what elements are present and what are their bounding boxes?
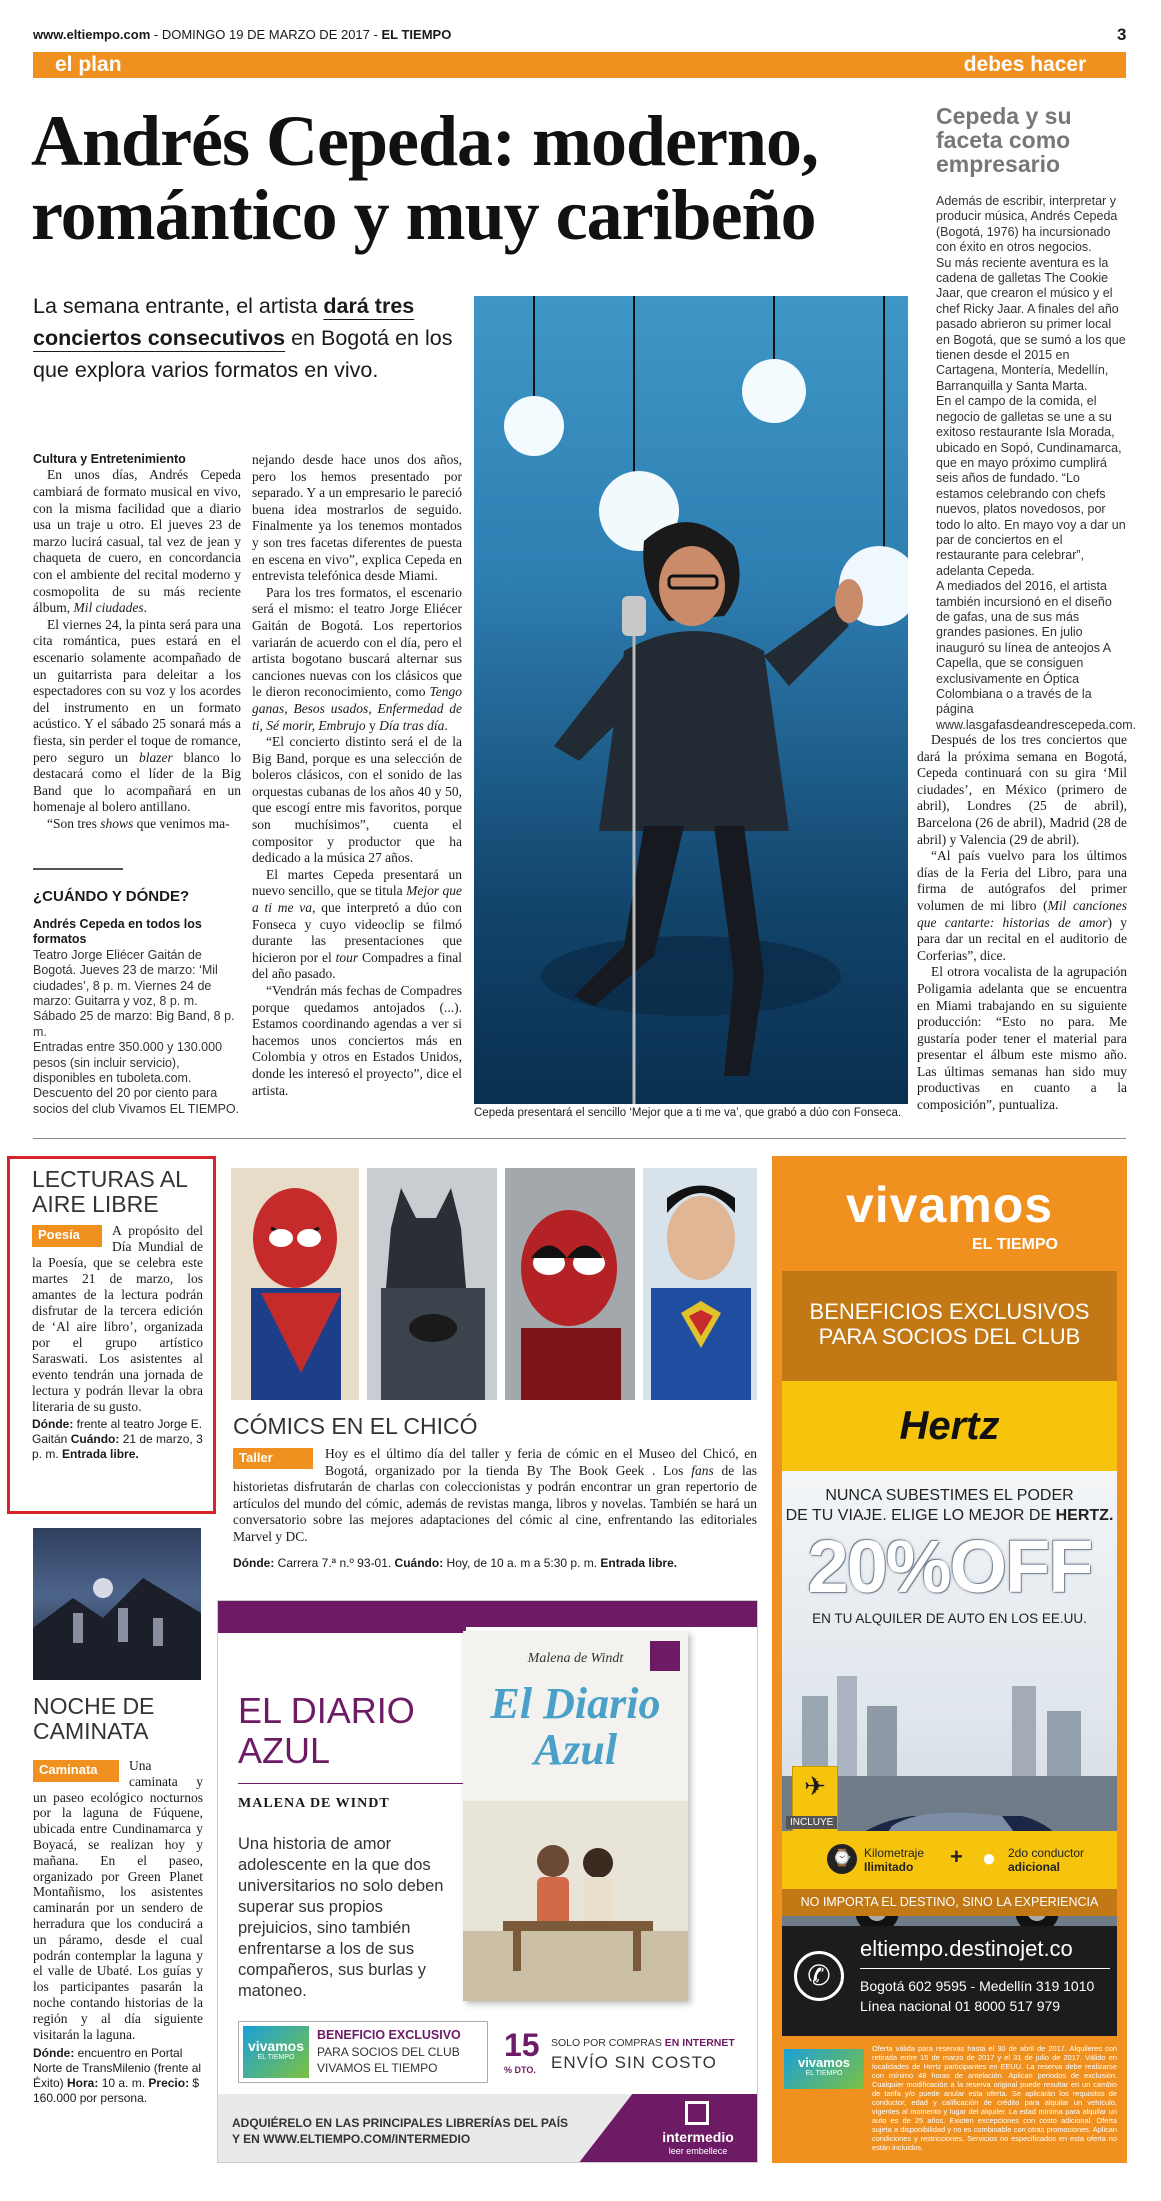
paragraph — [252, 585, 462, 734]
includes-label: INCLUYE — [786, 1816, 837, 1829]
price: $ 160.000 por persona. — [33, 2076, 200, 2106]
cover-title — [463, 1681, 688, 1773]
sidebar — [936, 103, 1137, 733]
intermedio-logo: intermedio — [662, 2129, 734, 2145]
hertz-tagline — [782, 1486, 1117, 1526]
deck — [33, 290, 453, 386]
title-line: NOCHE DE — [33, 1693, 155, 1719]
entry: Entrada libre. — [600, 1555, 678, 1570]
shipping-note: ENVÍO SIN COSTO — [551, 2053, 717, 2072]
brand-emphasis: HERTZ. — [1055, 1507, 1114, 1524]
hertz-headline — [782, 1299, 1117, 1349]
text: . — [143, 600, 147, 616]
caminata-text — [33, 1758, 203, 2042]
url-underline — [860, 1968, 1110, 1969]
text: , que interpretó a dúo con Fonseca y cuyo videoclip se filmó durante las presentaciones que hicieron por el — [252, 900, 462, 965]
fine-print-badge — [784, 2049, 864, 2089]
byline: Cultura y Entretenimiento — [33, 452, 186, 466]
footer-line-1: ADQUIÉRELO EN LAS PRINCIPALES LIBRERÍAS DEL PAÍS — [232, 2116, 569, 2130]
lecturas-info — [32, 1417, 203, 1462]
text-italic: tour — [335, 949, 359, 965]
comic-panels — [231, 1168, 757, 1400]
cover-author: Malena de Windt — [527, 1651, 624, 1666]
category-tag: Poesía — [32, 1225, 102, 1247]
night-hike-illustration — [33, 1528, 201, 1680]
when-body-2: Entradas entre 350.000 y 130.000 pesos (sin incluir servicio), disponibles en tuboleta.com. Descuento del 20 por ciento para socios del club Vivamos EL TIEMPO. — [33, 1040, 240, 1116]
page-number: 3 — [1117, 25, 1127, 44]
article-column-4 — [917, 732, 1127, 1114]
headline-line: BENEFICIOS EXCLUSIVOS — [809, 1299, 1090, 1324]
book-author: MALENA DE WINDT — [238, 1796, 390, 1811]
deck-text-c: en Bogotá en los que explora varios formatos en vivo. — [33, 326, 453, 382]
when-subtitle: Andrés Cepeda en todos los formatos — [33, 917, 202, 947]
comic-heroes-illustration — [231, 1168, 757, 1400]
badge-label: vivamos — [797, 2055, 851, 2070]
paragraph — [917, 848, 1127, 964]
text: DE TU VIAJE. ELIGE LO MEJOR DE — [785, 1507, 1056, 1524]
where-label: Dónde: — [33, 2046, 75, 2061]
single-title: Mejor que a ti me va — [252, 883, 463, 916]
masthead-line: www.eltiempo.com - DOMINGO 19 DE MARZO DE 2017 - EL TIEMPO — [33, 27, 452, 42]
section-divider — [33, 1138, 1126, 1139]
where: encuentro en Portal Norte de TransMilenio (frente al Éxito) — [33, 2046, 202, 2091]
paragraph — [33, 467, 241, 616]
where-label: Dónde: — [32, 1417, 74, 1431]
paragraph: Después de los tres conciertos que dará la próxima semana en Bogotá, Cepeda continuará con su gira ‘Mil ciudades’, en México (primero de abril), Londres (25 de abril), Barcelona (26 de abril), Madrid (28 de abril) y Valencia (29 de abril). — [917, 732, 1127, 847]
caminata-body — [33, 1758, 203, 2106]
where: Carrera 7.ª n.º 93-01. — [274, 1555, 395, 1570]
vivamos-sub: EL TIEMPO — [257, 2054, 295, 2061]
text: Compadres a final del año pasado. — [252, 949, 462, 982]
lecturas-title — [32, 1167, 203, 1217]
issue-date: DOMINGO 19 DE MARZO DE 2017 — [161, 27, 370, 42]
lecturas-body — [32, 1223, 203, 1415]
intermedio-tagline: leer embellece — [668, 2146, 728, 2156]
headline-line: PARA SOCIOS DEL CLUB — [818, 1324, 1081, 1349]
paragraph: En el campo de la comida, el negocio de galletas se une a su exitoso restaurante Isla Morada, ubicado en Sopó, Cundinamarca, que en mayo próximo cumplirá seis años de fundado. “Lo estamos celebrando con chefs nuevos, platos novedosos, por todo lo alto. En mayo voy a dar un par de conciertos en el restaurante para celebrar”, adelanta Cepeda. — [936, 394, 1126, 578]
price-label: Precio: — [148, 2076, 190, 2091]
vivamos-badge — [243, 2026, 309, 2078]
text: adicional — [1008, 1860, 1061, 1874]
text: El viernes 24, la pinta será para una cita romántica, pues estará en el escenario solamente acompañado de un guitarrista para deleitar a los espectadores con su voz y los acordes del instrumento en un formato acústico. Y el sábado 25 sonará más a fiesta, sin perder el toque de romance, pero seguro un — [33, 616, 241, 765]
paragraph: “Vendrán más fechas de Compadres porque quedamos antojados (...). Estamos coordinando agendas a ver si hacemos unos conciertos más en Colombia y otros en Estados Unidos, donde les interesó el proyecto”, dice el artista. — [252, 983, 462, 1098]
song-titles: Tengo ganas, Besos usados, Enfermedad de ti, Sé morir, Embrujo — [252, 684, 462, 733]
offer-subtitle: EN TU ALQUILER DE AUTO EN LOS EE.UU. — [812, 1611, 1087, 1626]
category-tag: Caminata — [33, 1760, 119, 1782]
when-title: ¿CUÁNDO Y DÓNDE? — [33, 888, 190, 905]
when-label: Cuándo: — [70, 1432, 120, 1446]
cover-title-line: El Diario — [490, 1679, 661, 1728]
phone-icon: ✆ — [794, 1951, 844, 2001]
benefit-box — [238, 2021, 488, 2083]
book-title: Mil canciones que cantarte: historias de amor — [917, 897, 1127, 930]
deck-text-a: La semana entrante, el artista — [33, 294, 324, 318]
paragraph — [33, 617, 241, 816]
comics-title: CÓMICS EN EL CHICÓ — [233, 1413, 478, 1439]
phone-line-1: Bogotá 602 9595 - Medellín 319 1010 — [860, 1978, 1095, 1994]
section-name: el plan — [55, 53, 122, 76]
hike-photo — [33, 1528, 201, 1680]
text: Hoy es el último día del taller y feria de cómic en el Museo del Chicó, en Bogotá, organizado por la tienda By The Book Geek . Los — [325, 1446, 757, 1478]
footer-line-2[interactable]: Y EN WWW.ELTIEMPO.COM/INTERMEDIO — [232, 2132, 471, 2146]
paper-name: EL TIEMPO — [381, 27, 452, 42]
text: ) y para dar un recital en el auditorio de Corferias”, dice. — [917, 914, 1127, 963]
book-cover[interactable] — [463, 1631, 688, 2001]
hour: 10 a. m. — [98, 2076, 149, 2091]
text: En unos días, Andrés Cepeda cambiará de formato musical en vivo, con la misma facilidad que a diario usa un traje u otro. El jueves 23 de marzo lucirá casual, tal vez de jean y chaqueta de cuero, en concordancia con el ambiente del recital moderno y cosmopolita de su más reciente álbum, — [33, 467, 241, 616]
title-line: CAMINATA — [33, 1718, 149, 1744]
section-right-label: debes hacer — [963, 53, 1087, 76]
paragraph: “El concierto distinto será el de la Big Band, porque es una selección de boleros clásicos, con el sonido de las orquestas cubanas de los años 40 y 50, que escogí entre mis favoritos, porque son muchísimos”, cuenta el compositor y productor que ha dedicado a la música 27 años. — [252, 734, 462, 866]
text: y — [365, 717, 380, 733]
vivamos-logo-sub: EL TIEMPO — [972, 1236, 1058, 1253]
text: “Son tres — [47, 815, 101, 831]
headline-line-1: Andrés Cepeda: moderno, — [31, 101, 818, 181]
caminata-info — [33, 2046, 203, 2106]
vivamos-label: vivamos — [247, 2038, 305, 2054]
article-column-2 — [252, 452, 462, 1099]
benefit-sub-1: PARA SOCIOS DEL CLUB — [317, 2045, 460, 2059]
text: Ilimitado — [864, 1860, 914, 1874]
phone-line-2: Línea nacional 01 8000 517 979 — [860, 1998, 1061, 2014]
paragraph — [252, 867, 462, 983]
where-label: Dónde: — [233, 1555, 275, 1570]
song-title: Día tras día — [379, 717, 445, 733]
paragraph: Su más reciente aventura es la cadena de galletas The Cookie Jaar, que crearon el músico y el chef Ricky Jaar. A finales del año pasado abrieron su primer local en Bogotá, que se sumó a los que tienen desde el 2015 en Cartagena, Montería, Medellín, Barranquilla y Santa Marta. — [936, 255, 1126, 393]
purple-side-panel — [218, 1627, 466, 1633]
offer-percentage: 20%OFF — [807, 1525, 1092, 1608]
plane-icon: ✈ — [804, 1772, 826, 1801]
internet-emphasis: EN INTERNET — [664, 2037, 735, 2049]
purple-top-band — [218, 1601, 758, 1627]
benefit-sub-2: VIVAMOS EL TIEMPO — [317, 2061, 438, 2075]
discount-number: 15 — [504, 2027, 540, 2063]
title-rule — [238, 1783, 468, 1784]
paragraph: nejando desde hace unos dos años, pero los hemos presentado por separado. Y a un empresario le pareció buena idea mostrarlos de seguido. Finalmente ya los tenemos montados y son tres facetas diferentes de puesta en escena en vivo”, explica Cepeda en entrevista telefónica desde Miami. — [252, 452, 462, 584]
intermedio-icon — [685, 2101, 709, 2125]
text: Una caminata y un paseo ecológico nocturnos por la laguna de Fúquene, ubicada entre Cundinamarca y Boyacá, se realizan hoy y mañana. En el paseo, organizado por Green Planet Montañismo, los asistentes caminarán por un sendero de herradura que los conducirá a un páramo, desde el cual podrán contemplar la laguna y el valle de Ubaté. Los guías y los participantes pasarán la noche contando historias de la región y al día siguiente visitarán la laguna. — [33, 1758, 203, 2042]
benefit-driver — [1008, 1846, 1084, 1874]
paragraph — [33, 816, 241, 833]
tagline-line — [782, 1506, 1117, 1526]
lecturas-box — [7, 1156, 216, 1514]
photo-caption: Cepeda presentará el sencillo ‘Mejor que a ti me va’, que grabó a dúo con Fonseca. — [474, 1107, 902, 1119]
text-italic: shows — [100, 815, 134, 831]
book-ad[interactable] — [217, 1600, 758, 2163]
deck-text-bold: dará tres conciertos consecutivos — [33, 294, 415, 350]
main-photo — [474, 296, 908, 1104]
driver-icon: ● — [981, 1846, 997, 1872]
text: El martes Cepeda presentará un nuevo sencillo, que se titula — [252, 866, 462, 899]
text-italic: blazer — [139, 749, 173, 765]
when-where-box — [33, 868, 241, 1117]
hertz-ad[interactable] — [772, 1156, 1127, 2163]
text: que venimos ma- — [133, 815, 230, 831]
badge-sub: EL TIEMPO — [805, 2070, 843, 2077]
publisher-mark — [650, 1641, 680, 1671]
site-url[interactable]: www.eltiempo.com — [33, 27, 151, 42]
sidebar-title: Cepeda y su faceta como empresario — [936, 103, 1072, 177]
text: SOLO POR COMPRAS — [551, 2037, 665, 2049]
paragraph: A mediados del 2016, el artista también incursionó en el diseño de gafas, una de sus más grandes pasiones. En julio inauguró su línea de anteojos A Capella, que se consiguen exclusivamente en Óptica Colombiana o a través de la página www.lasgafasdeandrescepeda.com. — [936, 579, 1137, 732]
speedometer-icon: ⌚ — [827, 1844, 857, 1874]
title-line: AZUL — [238, 1730, 331, 1771]
paragraph: Además de escribir, interpretar y producir música, Andrés Cepeda (Bogotá, 1976) ha incursionado con éxito en otros negocios. — [936, 194, 1118, 255]
hour-label: Hora: — [67, 2076, 99, 2091]
title-line: EL DIARIO — [238, 1690, 415, 1731]
caminata-title — [33, 1694, 154, 1744]
title-line: LECTURAS AL — [32, 1166, 188, 1192]
when-body-1: Teatro Jorge Eliécer Gaitán de Bogotá. Jueves 23 de marzo: ‘Mil ciudades’, 8 p. m. Viernes 24 de marzo: Guitarra y voz, 8 p. m. Sábado 25 de marzo: Big Band, 8 p. m. — [33, 947, 235, 1039]
benefit-title: BENEFICIO EXCLUSIVO — [317, 2028, 461, 2042]
when: 21 de marzo, 3 p. m. — [32, 1432, 203, 1461]
when: Hoy, de 10 a. m a 5:30 p. m. — [443, 1555, 601, 1570]
divider — [33, 868, 123, 870]
singer-illustration — [474, 296, 908, 1104]
category-tag: Taller — [233, 1448, 313, 1469]
vivamos-logo: vivamos — [845, 1177, 1054, 1233]
article-column-1 — [33, 452, 241, 832]
headline-line-2: romántico y muy caribeño — [31, 175, 816, 255]
entry: Entrada libre. — [62, 1447, 139, 1461]
benefit-mileage — [864, 1846, 924, 1874]
fine-print: Oferta válida para reservas hasta el 30 de abril de 2017. Alquileres con retirada entre 15 de marzo de 2017 y el 31 de julio de 2017. Válido en localidades de Hertz participantes en EEUU. La reserva debe realizarse con mínimo 48 horas de antelación. Aplican periodos de exclusión. Cualquier modificación a la reserva original puede resultar en un cambio de tarifa y/o puede anular esta oferta. Se aplicarán los requisitos de conductor, edad y calificación de crédito para alquilar un vehículo, vigentes al momento y lugar del alquiler. La edad mínima para alquilar un auto es de 25 años. Existen excepciones con costo adicional. Oferta sujeta a disponibilidad y no es combinable con otras promociones. Aplican condiciones y restricciones. Servicios no especificados en esta oferta no están incluidos. — [872, 2044, 1117, 2152]
text: blanco lo destacará como el líder de la Big Band que lo acompañará en un homenaje al bolero antillano. — [33, 749, 241, 815]
text: A propósito del Día Mundial de la Poesía, que se celebra este martes 21 de marzo, los amantes de la lectura podrán disfrutar de la tercera edición de ‘Al aire libro’, organizada por el grupo artístico Saraswati. Los asistentes al evento tendrán una jornada de lectura y podrán llevar la obra literaria de su gusto. — [32, 1223, 203, 1414]
discount-unit: % DTO. — [504, 2065, 536, 2075]
destinojet-url[interactable]: eltiempo.destinojet.co — [860, 1936, 1073, 1961]
paragraph: El otrora vocalista de la agrupación Poligamia adelanta que se encuentra en Miami trabajando en su siguiente producción: “Esto no para. Me gustaría poder tener el material para presentar el álbum este mismo año. Las últimas semanas han sido muy productivas en cuanto a la composición”, puntualiza. — [917, 964, 1127, 1113]
text: . — [444, 717, 448, 733]
album-title: Mil ciudades — [73, 600, 144, 616]
text: Para los tres formatos, el escenario será el mismo: el teatro Jorge Eliécer Gaitán de Bogotá. Los repertorios variarán de acuerdo con el día, pero el artista bogotano buscará alternar sus canciones nuevas con los clásicos que le dieron reconocimiento, como — [252, 584, 462, 700]
plus-sign: + — [950, 1844, 963, 1869]
slogan: NO IMPORTA EL DESTINO, SINO LA EXPERIENCIA — [800, 1895, 1099, 1909]
text: Kilometraje — [864, 1846, 925, 1860]
text-italic: fans — [691, 1462, 714, 1478]
book-ad-title — [238, 1691, 415, 1771]
text: de las historietas disfrutarán de charlas con coleccionistas y podrán encontrar un gran repertorio de artículos del mundo del cómic, además de revistas manga, libros y novelas. También se hará un conversatorio sobre las mejores adaptaciones del cómic al cine, enfrentando las editoriales Marvel y DC. — [233, 1462, 757, 1544]
headline — [31, 101, 818, 255]
text: “Al país vuelvo para los últimos días de la Feria del Libro, para una firma de autógrafos del primer volumen de mi libro ( — [917, 848, 1127, 913]
tagline-line: NUNCA SUBESTIMES EL PODER — [825, 1487, 1074, 1504]
hertz-logo: Hertz — [899, 1404, 1000, 1448]
comics-info — [233, 1556, 757, 1571]
couple-on-bench-illustration — [463, 1801, 688, 2001]
book-blurb: Una historia de amor adolescente en la que dos universitarios no solo deben superar sus propios prejuicios, sino también enfrentarse a los de sus compañeros, sus burlas y matoneo. — [238, 1835, 444, 2000]
where: frente al teatro Jorge E. Gaitán — [32, 1417, 203, 1446]
internet-note — [551, 2037, 735, 2049]
when-label: Cuándo: — [394, 1555, 444, 1570]
title-line: AIRE LIBRE — [32, 1191, 159, 1217]
text: 2do conductor — [1008, 1846, 1085, 1860]
cover-title-line: Azul — [533, 1725, 618, 1774]
comics-body — [233, 1446, 757, 1571]
